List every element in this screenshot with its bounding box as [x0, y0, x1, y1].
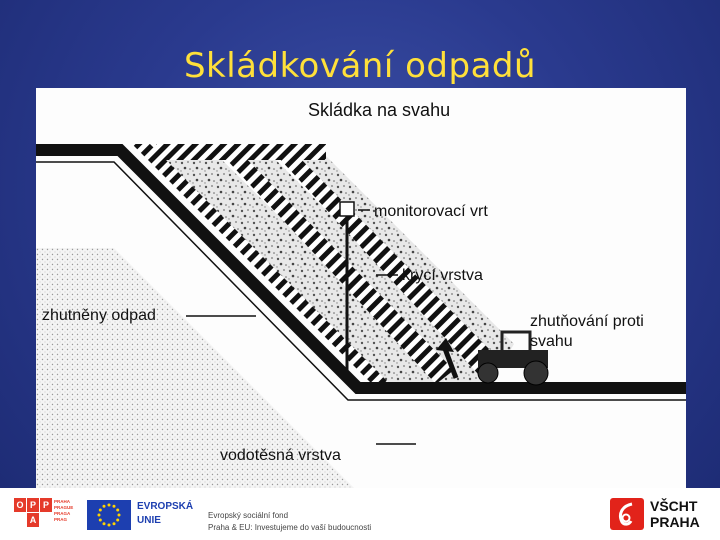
label-compaction-line1: zhutňování proti — [530, 313, 644, 330]
slide-title: Skládkování odpadů — [183, 46, 537, 86]
cover-layer-top — [156, 144, 326, 160]
eu-flag-icon — [87, 500, 131, 530]
esf-text — [208, 510, 371, 534]
opp-small-line: PRAGA — [54, 511, 71, 516]
monitoring-well-cap — [340, 202, 354, 216]
eu-line2: UNIE — [137, 515, 161, 526]
eu-label — [137, 500, 193, 528]
label-waterproof-layer: vodotěsná vrstva — [220, 447, 341, 464]
opp-letter: P — [27, 498, 39, 512]
opp-small-text — [54, 499, 73, 523]
vscht-logo-icon — [610, 498, 644, 530]
label-monitoring-well: monitorovací vrt — [374, 203, 488, 220]
opp-letter: A — [27, 513, 39, 527]
eu-line1: EVROPSKÁ — [137, 501, 194, 512]
vscht-line2: PRAHA — [650, 514, 700, 530]
opp-letter: P — [40, 498, 52, 512]
landfill-diagram-svg — [36, 88, 686, 488]
opp-logo — [14, 498, 80, 530]
opp-letter: O — [14, 498, 26, 512]
landfill-diagram — [36, 88, 686, 488]
opp-small-line: PRAHA — [54, 499, 71, 504]
vscht-label — [650, 498, 700, 530]
diagram-title: Skládka na svahu — [308, 100, 451, 120]
esf-line2: Praha & EU: Investujeme do vaší budoucnosti — [208, 523, 372, 532]
footer — [0, 488, 720, 540]
opp-small-line: PRAG — [54, 517, 68, 522]
vscht-line1: VŠCHT — [650, 498, 698, 514]
opp-small-line: PRAGUE — [54, 505, 74, 510]
label-compaction-line2: svahu — [530, 333, 573, 350]
label-compacted-waste: zhutněny odpad — [42, 307, 156, 324]
esf-line1: Evropský sociální fond — [208, 511, 289, 520]
label-cover-layer: krycí vrstva — [402, 267, 483, 284]
